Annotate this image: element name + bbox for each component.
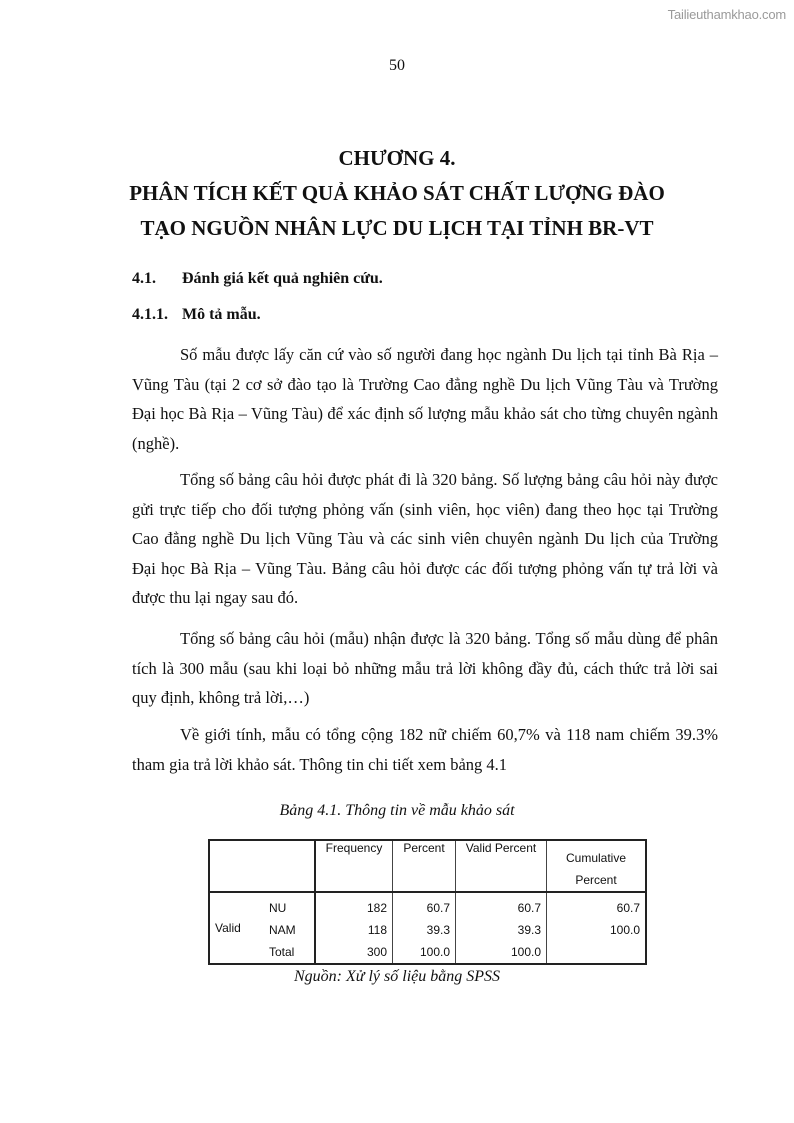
cell-cumulative-percent: 100.0 [609,923,640,937]
header-empty [264,840,315,892]
subsection-heading [132,306,261,324]
header-empty [209,840,264,892]
cell-percent: 100.0 [393,941,456,964]
page-number: 50 [389,57,405,74]
table-row [209,941,646,964]
cell-percent: 60.7 [393,892,456,919]
subsection-number: 4.1.1. [132,306,168,323]
paragraph: Số mẫu được lấy căn cứ vào số người đang học ngành Du lịch tại tỉnh Bà Rịa – Vũng Tàu (tại 2 cơ sở đào tạo là Trường Cao đẳng nghề Du lịch Vũng Tàu và Trường Đại học Bà Rịa – Vũng Tàu) để xác định số lượng mẫu khảo sát cho từng chuyên ngành (nghề). [132,345,718,453]
header-valid-percent: Valid Percent [456,840,547,892]
paragraph: Tổng số bảng câu hỏi được phát đi là 320 bảng. Số lượng bảng câu hỏi này được gửi trực tiếp cho đối tượng phỏng vấn (sinh viên, học viên) đang theo học tại Trường Cao đẳng nghề Du lịch Vũng Tàu và các sinh viên chuyên ngành Du lịch của Trường Đại học Bà Rịa – Vũng Tàu. Bảng câu hỏi được các đối tượng phỏng vấn tự trả lời và được thu lại ngay sau đó. [132,470,718,607]
table-header-row [209,840,646,892]
row-label: NU [264,892,315,919]
header-frequency: Frequency [315,840,393,892]
group-label: Valid [215,921,241,935]
chapter-title [0,141,794,246]
sample-info-table [208,839,647,965]
cell-frequency: 182 [315,892,393,919]
section-number: 4.1. [132,270,156,287]
cell-percent: 39.3 [393,919,456,941]
subsection-title: Mô tả mẫu. [182,306,261,323]
cell-cumulative-percent [547,941,647,964]
watermark: Tailieuthamkhao.com [667,7,786,22]
chapter-title-line-2: TẠO NGUỒN NHÂN LỰC DU LỊCH TẠI TỈNH BR-VT [140,216,654,240]
row-label: NAM [264,919,315,941]
header-percent: Percent [393,840,456,892]
header-cumulative-percent: Cumulative Percent [547,840,647,892]
table-source: Nguồn: Xử lý số liệu bằng SPSS [293,968,501,985]
cell-valid-percent: 100.0 [456,941,547,964]
paragraph: Tổng số bảng câu hỏi (mẫu) nhận được là 320 bảng. Tổng số mẫu dùng để phân tích là 300 mẫu (sau khi loại bỏ những mẫu trả lời không đầy đủ, cách thức trả lời sai quy định, không trả lời,…) [132,629,718,707]
section-heading [132,270,383,288]
paragraph: Về giới tính, mẫu có tổng cộng 182 nữ chiếm 60,7% và 118 nam chiếm 39.3% tham gia trả lời khảo sát. Thông tin chi tiết xem bảng 4.1 [132,725,718,774]
table-row [209,919,646,941]
cell-valid-percent: 39.3 [456,919,547,941]
cell-frequency: 118 [315,919,393,941]
chapter-title-line-1: PHÂN TÍCH KẾT QUẢ KHẢO SÁT CHẤT LƯỢNG ĐÀO [129,181,665,205]
section-title: Đánh giá kết quả nghiên cứu. [182,270,383,287]
cell-valid-percent: 60.7 [456,892,547,919]
cell-frequency: 300 [315,941,393,964]
chapter-number: CHƯƠNG 4. [338,146,456,170]
table-row [209,892,646,919]
row-label: Total [264,941,315,964]
table-caption: Bảng 4.1. Thông tin về mẫu khảo sát [279,802,515,819]
cell-cumulative-percent: 60.7 [616,901,640,915]
